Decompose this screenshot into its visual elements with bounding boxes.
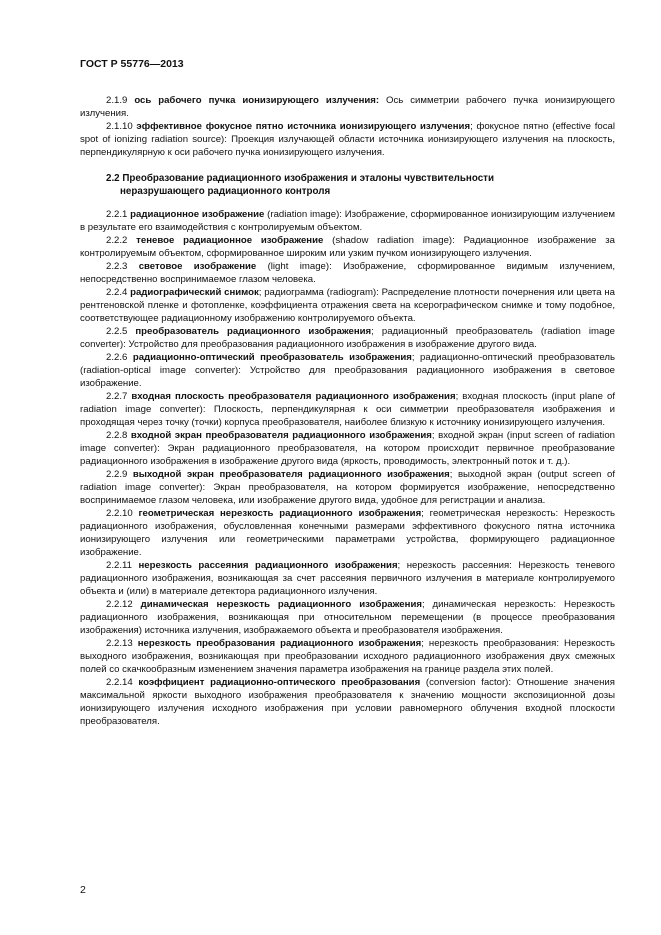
term-title: нерезкость рассеяния радиационного изображения — [138, 560, 398, 571]
term-definition: ; выходной экран (output screen of radiation image converter): Экран преобразователя, на котором формируется изображение, непосредственно воспринимаемое глазом человека, или изображение другого вида, удобное для регистрации и анализа. — [80, 469, 615, 506]
term-title: преобразователь радиационного изображения — [135, 326, 372, 337]
term-entry — [80, 120, 615, 159]
term-entry — [80, 429, 615, 468]
term-number: 2.2.11 — [106, 560, 132, 571]
term-entry — [80, 468, 615, 507]
term-title: световое изображение — [138, 261, 257, 272]
term-number: 2.2.2 — [106, 235, 128, 246]
term-definition: ; радиограмма (radiogram): Распределение плотности почернения или цвета на рентгеновской пленке и фотопленке, коэффициента отражения света на ксерографическом снимке и тому подобное, соответствующее радиационному изображению контролируемого объекта. — [80, 287, 615, 324]
term-title: теневое радиационное изображение — [136, 235, 324, 246]
term-number: 2.2.4 — [106, 287, 128, 298]
term-entry — [80, 507, 615, 559]
term-entry — [80, 676, 615, 728]
term-entry — [80, 351, 615, 390]
term-title: эффективное фокусное пятно источника ионизирующего излучения — [136, 121, 471, 132]
term-definition: (shadow radiation image): Радиационное изображение за контролируемым объектом, сформированное широким или узким пучком ионизирующего излучения. — [80, 235, 615, 259]
section-number: 2.2 — [106, 173, 120, 184]
term-title: радиографический снимок — [130, 287, 259, 298]
term-number: 2.2.7 — [106, 391, 128, 402]
term-title: радиационное изображение — [130, 209, 265, 220]
term-title: выходной экран преобразователя радиационного изображения — [132, 469, 450, 480]
term-title: геометрическая нерезкость радиационного изображения — [138, 508, 422, 519]
term-number: 2.2.13 — [106, 638, 133, 649]
term-entry — [80, 598, 615, 637]
term-number: 2.2.5 — [106, 326, 128, 337]
term-number: 2.1.9 — [106, 95, 128, 106]
term-title: динамическая нерезкость радиационного изображения — [140, 599, 422, 610]
term-number: 2.2.10 — [106, 508, 133, 519]
term-title: ось рабочего пучка ионизирующего излучения: — [134, 95, 380, 106]
term-number: 2.2.12 — [106, 599, 133, 610]
page-number: 2 — [80, 884, 86, 896]
term-definition: (conversion factor): Отношение значения максимальной яркости выходного изображения преобразователя к значению мощности экспозиционной дозы ионизирующего излучения исходного изображения при условии равномерного облучения входной плоскости преобразователя. — [80, 677, 615, 727]
term-title: коэффициент радиационно-оптического преобразования — [138, 677, 421, 688]
term-entry — [80, 94, 615, 120]
term-number: 2.2.14 — [106, 677, 133, 688]
term-number: 2.2.6 — [106, 352, 128, 363]
term-definition: ; геометрическая нерезкость: Нерезкость радиационного изображения, обусловленная конечными размерами эффективного фокусного пятна источника ионизирующего излучения или геометрическими параметрами устройства, формирующего радиационное изображение. — [80, 508, 615, 558]
term-number: 2.2.9 — [106, 469, 128, 480]
document-header: ГОСТ Р 55776—2013 — [80, 58, 184, 70]
term-title: радиационно-оптический преобразователь изображения — [132, 352, 412, 363]
term-definition: Ось симметрии рабочего пучка ионизирующего излучения. — [80, 95, 615, 119]
term-definition: ; радиационный преобразователь (radiation image converter): Устройство для преобразования радиационного изображения в изображение другого вида. — [80, 326, 616, 350]
term-entry — [80, 325, 615, 351]
term-definition: ; динамическая нерезкость: Нерезкость радиационного изображения, возникающая при относительном перемещении (в процессе преобразования изображения) источника излучения, изображаемого объекта и преобразователя изображения. — [80, 599, 615, 636]
term-entry — [80, 234, 615, 260]
term-entry — [80, 260, 615, 286]
term-number: 2.2.8 — [106, 430, 128, 441]
section-title-line-1: Преобразование радиационного изображения и эталоны чувствительности — [122, 173, 494, 184]
term-entry — [80, 637, 615, 676]
term-definition: (radiation image): Изображение, сформированное ионизирующим излучением в результате его взаимодействия с контролируемым объектом. — [80, 209, 615, 233]
term-definition: ; входная плоскость (input plane of radiation image converter): Плоскость, перпендикулярная к оси симметрии преобразователя изображения и проходящая через точку (точки) корпуса преобразователя, наиболее близкую к источнику ионизирующего излучения. — [80, 391, 616, 428]
term-definition: ; радиационно-оптический преобразователь (radiation-optical image converter): Устройство для преобразования радиационного изображения в световое изображение. — [80, 352, 616, 389]
term-number: 2.2.1 — [106, 209, 128, 220]
term-title: нерезкость преобразования радиационного изображения — [137, 638, 422, 649]
section-title-line-2: неразрушающего радиационного контроля — [120, 186, 331, 197]
section-heading — [80, 172, 615, 198]
term-title: входная плоскость преобразователя радиационного изображения — [131, 391, 456, 402]
term-definition: ; нерезкость преобразования: Нерезкость выходного изображения, возникающая при преобразовании исходного радиационного изображения двух смежных полей со скачкообразным изменением значения параметра изображения на границе раздела этих полей. — [80, 638, 615, 675]
term-number: 2.1.10 — [106, 121, 133, 132]
term-definition: ; фокусное пятно (effective focal spot of ionizing radiation source): Проекция излучающей области источника ионизирующего излучения на плоскость, перпендикулярную к оси рабочего пучка ионизирующего излучения. — [80, 121, 615, 158]
term-title: входной экран преобразователя радиационного изображения — [130, 430, 432, 441]
document-body — [80, 94, 615, 728]
term-definition: ; входной экран (input screen of radiation image converter): Экран радиационного преобразователя, на котором происходит первичное преобразование радиационного изображения в изображение другого вида (яркость, проводимость, электронный поток и т. д.). — [80, 430, 615, 467]
term-definition: ; нерезкость рассеяния: Нерезкость теневого радиационного изображения, возникающая за счет рассеяния первичного излучения в материале контролируемого объекта и (или) в материале детектора радиационного излучения. — [80, 560, 615, 597]
term-entry — [80, 286, 615, 325]
term-definition: (light image): Изображение, сформированное видимым излучением, непосредственно воспринимаемое глазом человека. — [80, 261, 615, 285]
term-number: 2.2.3 — [106, 261, 128, 272]
term-entry — [80, 390, 615, 429]
term-entry — [80, 559, 615, 598]
term-entry — [80, 208, 615, 234]
